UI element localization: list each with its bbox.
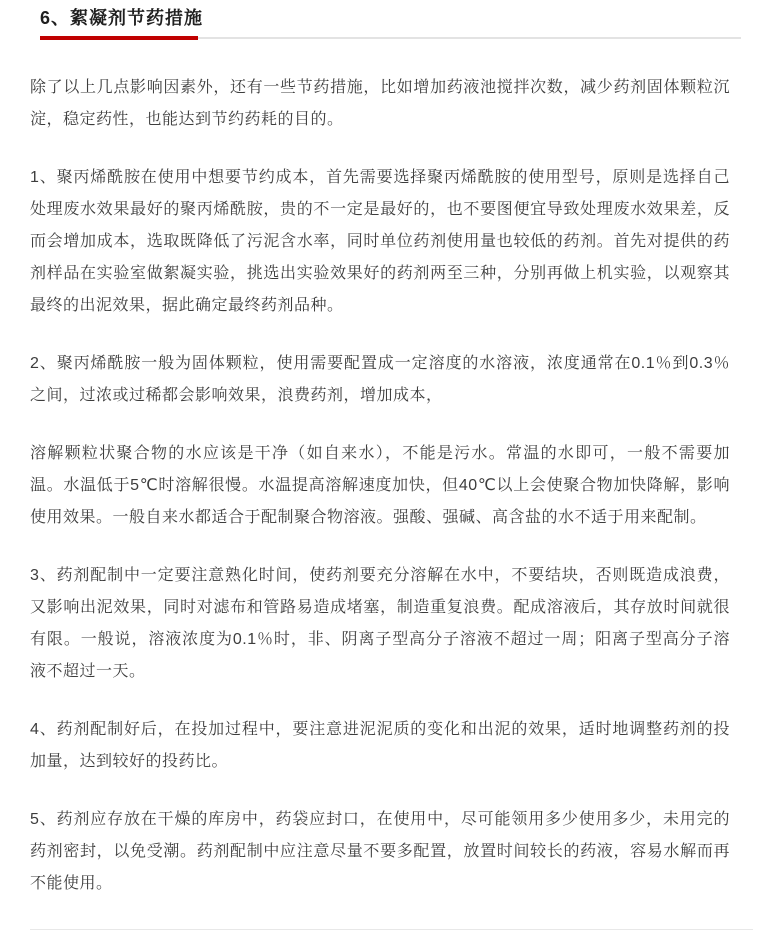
paragraph-item-1: 1、聚丙烯酰胺在使用中想要节约成本，首先需要选择聚丙烯酰胺的使用型号，原则是选择自己处理废水效果最好的聚丙烯酰胺，贵的不一定是最好的，也不要图便宜导致处理废水效果差，反而会增加成本，选取既降低了污泥含水率，同时单位药剂使用量也较低的药剂。首先对提供的药剂样品在实验室做絮凝实验，挑选出实验效果好的药剂两至三种，分别再做上机实验，以观察其最终的出泥效果，据此确定最终药剂品种。 [30, 169, 730, 314]
paragraph-item-5: 5、药剂应存放在干燥的库房中，药袋应封口，在使用中，尽可能领用多少使用多少，未用完的药剂密封，以免受潮。药剂配制中应注意尽量不要多配置，放置时间较长的药液，容易水解而再不能使用。 [30, 811, 730, 892]
paragraph-intro: 除了以上几点影响因素外，还有一些节药措施，比如增加药液池搅拌次数，减少药剂固体颗粒沉淀，稳定药性，也能达到节约药耗的目的。 [30, 79, 730, 128]
paragraph-item-4: 4、药剂配制好后，在投加过程中，要注意进泥泥质的变化和出泥的效果，适时地调整药剂的投加量，达到较好的投药比。 [30, 721, 730, 770]
title-underline-accent [40, 36, 198, 40]
article-body [0, 72, 757, 900]
paragraph-item-2-continued: 溶解颗粒状聚合物的水应该是干净（如自来水），不能是污水。常温的水即可，一般不需要加温。水温低于5℃时溶解很慢。水温提高溶解速度加快，但40℃以上会使聚合物加快降解，影响使用效果。一般自来水都适合于配制聚合物溶液。强酸、强碱、高含盐的水不适于用来配制。 [30, 445, 730, 526]
section-title: 6、絮凝剂节药措施 [40, 8, 204, 28]
bottom-divider [30, 929, 753, 930]
title-block [0, 0, 757, 40]
title-underline [40, 36, 741, 40]
title-underline-rest [198, 37, 741, 39]
paragraph-item-2: 2、聚丙烯酰胺一般为固体颗粒，使用需要配置成一定溶度的水溶液，浓度通常在0.1％到0.3％之间，过浓或过稀都会影响效果，浪费药剂，增加成本， [30, 355, 730, 404]
paragraph-item-3: 3、药剂配制中一定要注意熟化时间，使药剂要充分溶解在水中，不要结块，否则既造成浪费，又影响出泥效果，同时对滤布和管路易造成堵塞，制造重复浪费。配成溶液后，其存放时间就很有限。一般说，溶液浓度为0.1％时，非、阴离子型高分子溶液不超过一周；阳离子型高分子溶液不超过一天。 [30, 567, 730, 680]
